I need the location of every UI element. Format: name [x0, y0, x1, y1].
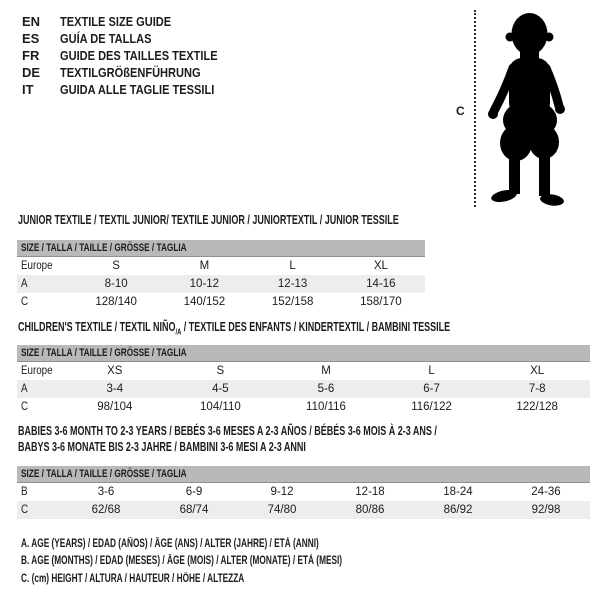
- table-cell: S: [216, 365, 225, 377]
- table-cell: XS: [107, 365, 123, 377]
- children-section-heading: CHILDREN'S TEXTILE / TEXTIL $NIÑO_{/A}$ / TEXTILE DES ENFANTS / KINDERTEXTIL / BAMBINI TESSILE: [18, 320, 451, 337]
- language-title: TEXTILGRÖßENFÜHRUNG: [60, 65, 201, 80]
- table-row: [17, 483, 590, 501]
- table-cell: 5-6: [317, 383, 335, 395]
- table-cell: M: [199, 260, 210, 272]
- size-table-header-bar: [17, 240, 425, 257]
- table-cell: 140/152: [183, 296, 226, 308]
- footnote-c: C. (cm) HEIGHT / ALTURA / HAUTEUR / HÖHE / ALTEZZA: [21, 572, 245, 585]
- table-row: [17, 398, 590, 416]
- table-cell: 152/158: [271, 296, 314, 308]
- size-table-header-bar: [17, 345, 590, 362]
- footnote-a: A. AGE (YEARS) / EDAD (AÑOS) / ÂGE (ANS) / ALTER (JAHRE) / ETÀ (ANNI): [21, 537, 319, 550]
- height-measure-label: C: [456, 104, 465, 118]
- table-cell: 18-24: [443, 486, 473, 498]
- table-cell: 158/170: [360, 296, 402, 308]
- size-table-header-bar: [17, 466, 590, 483]
- language-row-de: [22, 64, 245, 81]
- table-cell: 62/68: [91, 504, 121, 516]
- language-code: ES: [22, 31, 40, 46]
- row-label-cell: A: [21, 278, 28, 290]
- babies-section-heading: BABIES 3-6 MONTH TO 2-3 YEARS / BEBÉS 3-6 MESES A 2-3 AÑOS / BÉBÉS 3-6 MOIS À 2-3 ANS / BABYS 3-6 MONATE BIS 2-3 JAHRE / BAMBINI 3-6 MESI A 2-3 ANNI: [18, 424, 437, 454]
- row-label-cell: C: [21, 296, 29, 308]
- table-row: [17, 275, 425, 293]
- table-row: [17, 293, 425, 311]
- table-cell: L: [289, 260, 296, 272]
- language-row-es: [22, 30, 245, 47]
- table-cell: 8-10: [104, 278, 128, 290]
- table-cell: L: [428, 365, 435, 377]
- junior-size-table: [17, 240, 425, 311]
- babies-size-table: [17, 466, 590, 519]
- table-row: [17, 257, 425, 275]
- row-label-cell: Europe: [21, 365, 53, 377]
- table-cell: 10-12: [189, 278, 220, 290]
- table-cell: 12-13: [277, 278, 308, 290]
- table-cell: 68/74: [179, 504, 209, 516]
- table-cell: 128/140: [95, 296, 137, 308]
- table-cell: 12-18: [355, 486, 385, 498]
- language-title: GUÍA DE TALLAS: [60, 31, 152, 46]
- table-cell: 6-7: [423, 383, 440, 395]
- size-header-label: SIZE / TALLA / TAILLE / GRÖSSE / TAGLIA: [21, 468, 187, 480]
- table-cell: 74/80: [267, 504, 297, 516]
- table-cell: 4-5: [212, 383, 229, 395]
- size-header-label: SIZE / TALLA / TAILLE / GRÖSSE / TAGLIA: [21, 347, 187, 359]
- row-label-cell: C: [21, 504, 29, 516]
- language-title: GUIDE DES TAILLES TEXTILE: [60, 48, 218, 63]
- language-code: FR: [22, 48, 40, 63]
- table-cell: 122/128: [516, 401, 558, 413]
- language-code: EN: [22, 14, 41, 29]
- table-cell: 14-16: [366, 278, 396, 290]
- table-cell: 3-6: [97, 486, 115, 498]
- row-label-cell: C: [21, 401, 29, 413]
- measurement-footnotes: [21, 535, 467, 588]
- table-cell: XL: [530, 365, 545, 377]
- table-cell: 92/98: [531, 504, 561, 516]
- language-title: TEXTILE SIZE GUIDE: [60, 14, 172, 29]
- table-cell: 6-9: [185, 486, 203, 498]
- nino-a-subscript: /A: [175, 327, 182, 337]
- table-cell: 86/92: [443, 504, 473, 516]
- row-label-cell: A: [21, 383, 28, 395]
- footnote-b: B. AGE (MONTHS) / EDAD (MESES) / ÂGE (MOIS) / ALTER (MONATE) / ETÀ (MESI): [21, 555, 343, 568]
- junior-section-heading: JUNIOR TEXTILE / TEXTIL JUNIOR/ TEXTILE JUNIOR / JUNIORTEXTIL / JUNIOR TESSILE: [18, 213, 399, 227]
- table-cell: 116/122: [411, 401, 452, 413]
- table-cell: 3-4: [106, 383, 124, 395]
- table-cell: 80/86: [355, 504, 385, 516]
- table-cell: 98/104: [97, 401, 133, 413]
- height-measure-dotted-line: [474, 10, 476, 207]
- table-cell: 24-36: [531, 486, 561, 498]
- table-cell: 104/110: [200, 401, 241, 413]
- language-title-list: [22, 13, 245, 98]
- table-cell: M: [321, 365, 331, 377]
- language-code: IT: [22, 82, 34, 97]
- baby-silhouette: [482, 8, 574, 210]
- table-cell: S: [112, 260, 120, 272]
- table-row: [17, 380, 590, 398]
- language-row-it: [22, 81, 245, 98]
- size-header-label: SIZE / TALLA / TAILLE / GRÖSSE / TAGLIA: [21, 242, 187, 254]
- language-code: DE: [22, 65, 41, 80]
- language-title: GUIDA ALLE TAGLIE TESSILI: [60, 82, 215, 97]
- language-row-fr: [22, 47, 245, 64]
- language-row-en: [22, 13, 245, 30]
- table-cell: 110/116: [306, 401, 346, 413]
- row-label-cell: Europe: [21, 260, 53, 272]
- children-size-table: [17, 345, 590, 416]
- table-row: [17, 501, 590, 519]
- row-label-cell: B: [21, 486, 28, 498]
- table-cell: XL: [373, 260, 388, 272]
- table-cell: 7-8: [528, 383, 546, 395]
- table-cell: 9-12: [270, 486, 294, 498]
- table-row: [17, 362, 590, 380]
